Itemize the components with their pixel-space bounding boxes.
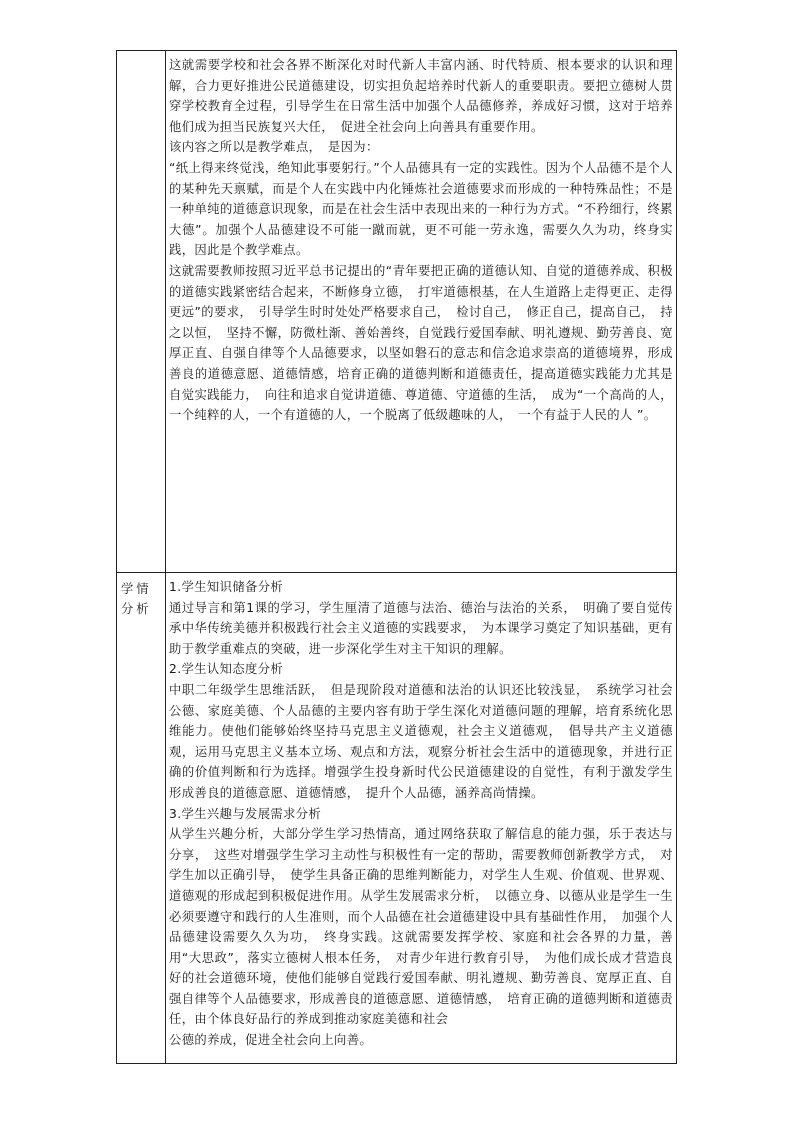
- paragraph: 从学生兴趣分析，大部分学生学习热情高，通过网络获取了解信息的能力强，乐于表达与分享， 这些对增强学生学习主动性与积极性有一定的帮助，需要教师创新教学方式， 对学生加以正确引导， 使学生具备正确的思维判断能力，对学生人生观、价值观、世界观、道德观的形成起到积极促进作用。从学生发展需求分析， 以德立身、以德从业是学生一生必须要遵守和践行的人生准则，而个人品德在社会道德建设中具有基础性作用， 加强个人品德建设需要久久为功， 终身实践。这就需要发挥学校、家庭和社会各界的力量，善用“大思政”，落实立德树人根本任务， 对青少年进行教育引导， 为他们成长成才营造良好的社会道德环境，使他们能够自觉践行爱国奉献、明礼遵规、勤劳善良、宽厚正直、自强自律等个人品德要求，形成善良的道德意愿、道德情感， 培育正确的道德判断和道德责任，由个体良好品行的养成到推动家庭美德和社会: [169, 827, 673, 1027]
- row-label: [117, 51, 165, 57]
- row-content-cell: [166, 51, 677, 573]
- paragraph: 公德的养成，促进全社会向上向善。: [169, 1033, 373, 1048]
- difficulty-text: [166, 51, 676, 426]
- section-heading: 1.学生知识储备分析: [169, 580, 284, 594]
- row-label-cell: [117, 51, 166, 573]
- section-heading: 3.学生兴趣与发展需求分析: [169, 806, 322, 821]
- lesson-plan-table: [116, 50, 677, 1064]
- paragraph: 通过导言和第1课的学习，学生厘清了道德与法治、德治与法治的关系， 明确了要自觉传承中华传统美德并积极践行社会主义道德的实践要求， 为本课学习奠定了知识基础，更有助于教学重难点的突破，进一步深化学生对主干知识的理解。: [169, 600, 673, 656]
- section-heading: 2.学生认知态度分析: [169, 662, 284, 677]
- table-row-student-analysis: [117, 573, 677, 1064]
- paragraph: “纸上得来终觉浅，绝知此事要躬行。”个人品德具有一定的实践性。因为个人品德不是个人的某种先天禀赋，而是个人在实践中内化锤炼社会道德要求而形成的一种特殊品性；不是一种单纯的道德意识现象，而是在社会生活中表现出来的一种行为方式。“不矜细行，终累大德”。加强个人品德建设不可能一蹴而就，更不可能一劳永逸，需要久久为功，终身实践，因此是个教学难点。: [169, 160, 673, 258]
- row-content-cell: [166, 573, 677, 1064]
- table-row-difficulty: [117, 51, 677, 573]
- row-label-cell: [117, 573, 166, 1064]
- paragraph: 这就需要教师按照习近平总书记提出的“青年要把正确的道德认知、自觉的道德养成、积极的道德实践紧密结合起来，不断修身立德， 打牢道德根基，在人生道路上走得更正、走得更远”的要求， 引导学生时时处处严格要求自己， 检讨自己， 修正自己，提高自己， 持之以恒， 坚持不懈，防微杜渐、善始善终，自觉践行爱国奉献、明礼遵规、勤劳善良、宽厚正直、自强自律等个人品德要求，以坚如磐石的意志和信念追求崇高的道德境界，形成善良的道德意愿、道德情感，培育正确的道德判断和道德责任，提高道德实践能力尤其是自觉实践能力， 向往和追求自觉讲道德、尊道德、守道德的生活， 成为“一个高尚的人，一个纯粹的人，一个有道德的人，一个脱离了低级趣味的人， 一个有益于人民的人 ”。: [169, 263, 673, 423]
- row-label-student-analysis: 学情分析: [121, 582, 152, 616]
- paragraph: 中职二年级学生思维活跃， 但是现阶段对道德和法治的认识还比较浅显， 系统学习社会公德、家庭美德、个人品德的主要内容有助于学生深化对道德问题的理解，培育系统化思维能力。使他们能够始终坚持马克思主义道德观，社会主义道德观， 倡导共产主义道德观，运用马克思主义基本立场、观点和方法，观察分析社会生活中的道德现象，并进行正确的价值判断和行为选择。增强学生投身新时代公民道德建设的自觉性，有利于激发学生形成善良的道德意愿、道德情感， 提升个人品德，涵养高尚情操。: [169, 682, 673, 800]
- paragraph: 该内容之所以是教学难点， 是因为：: [169, 140, 379, 155]
- student-analysis-text: [166, 573, 676, 1051]
- paragraph: 这就需要学校和社会各界不断深化对时代新人丰富内涵、时代特质、根本要求的认识和理解，合力更好推进公民道德建设，切实担负起培养时代新人的重要职责。要把立德树人贯穿学校教育全过程，引导学生在日常生活中加强个人品德修养，养成好习惯，这对于培养他们成为担当民族复兴大任， 促进全社会向上向善具有重要作用。: [169, 58, 673, 134]
